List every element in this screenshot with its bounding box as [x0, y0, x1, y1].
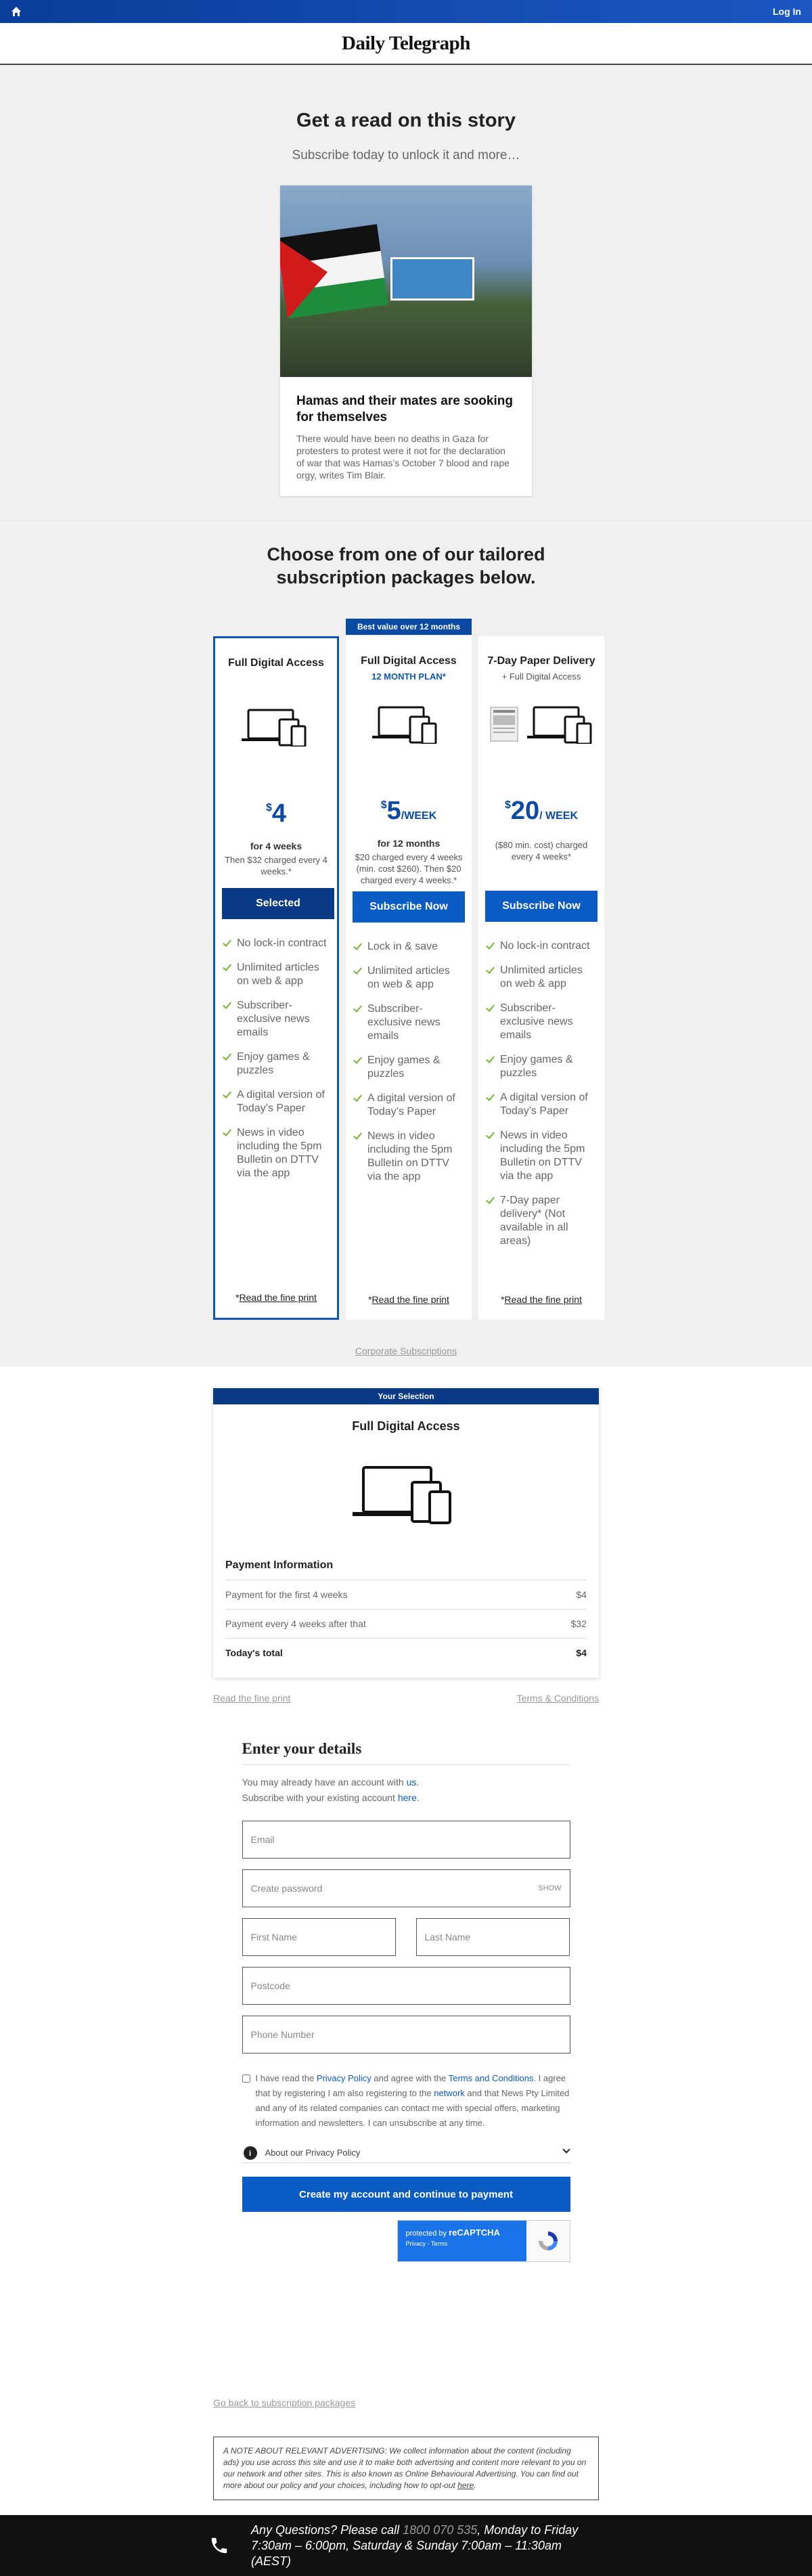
- create-account-button[interactable]: Create my account and continue to payment: [242, 2177, 570, 2212]
- feature-item: Unlimited articles on web & app: [223, 961, 329, 988]
- feature-list: [354, 940, 464, 1184]
- fine-print-link[interactable]: Read the fine print: [213, 1693, 291, 1704]
- fine-print-link[interactable]: *Read the fine print: [368, 1294, 449, 1305]
- feature-item: Enjoy games & puzzles: [354, 1054, 464, 1081]
- feature-item: News in video including the 5pm Bulletin on DTTV via the app: [354, 1130, 464, 1184]
- plan-note: + Full Digital Access: [501, 671, 581, 682]
- feature-item: Subscriber-exclusive news emails: [354, 1002, 464, 1043]
- about-privacy-toggle[interactable]: i About our Privacy Policy: [242, 2143, 570, 2163]
- us-link[interactable]: us: [406, 1777, 417, 1787]
- devices-icon: [213, 1461, 599, 1542]
- feature-item: No lock-in contract: [487, 939, 596, 953]
- plan-term: for 12 months: [377, 838, 441, 849]
- feature-item: Unlimited articles on web & app: [487, 964, 596, 991]
- plan-detail: $20 charged every 4 weeks (min. cost $260). Then $20 charged every 4 weeks.*: [355, 852, 463, 885]
- plan-price: $5/WEEK: [380, 797, 437, 825]
- plan-price: $4: [265, 799, 287, 828]
- advertising-note: A NOTE ABOUT RELEVANT ADVERTISING: We collect information about the content (including ads) you use across this site and use it to make both advertising and content more relevant to you on our network and other sites. This is also known as Online Behavioural Advertising. You can find out more about our policy and your choices, including how to opt-out here.: [213, 2437, 599, 2500]
- login-link[interactable]: Log In: [773, 6, 801, 17]
- phone-icon: [209, 2535, 229, 2556]
- devices-icon: [346, 703, 472, 771]
- plan-card-12-month[interactable]: [346, 636, 472, 1320]
- feature-item: Unlimited articles on web & app: [354, 964, 464, 992]
- feature-item: A digital version of Today’s Paper: [487, 1091, 596, 1118]
- subscribe-now-button[interactable]: Subscribe Now: [485, 891, 597, 922]
- phone-field[interactable]: Phone Number: [242, 2016, 570, 2053]
- terms-link[interactable]: Terms and Conditions: [448, 2073, 534, 2083]
- paper-and-devices-icon: [478, 703, 604, 771]
- terms-conditions-link[interactable]: Terms & Conditions: [516, 1693, 599, 1704]
- feature-item: 7-Day paper delivery* (Not available in all areas): [487, 1194, 596, 1248]
- story-title: Hamas and their mates are sooking for themselves: [296, 394, 513, 424]
- recaptcha-icon: [536, 2229, 560, 2253]
- plan-detail: ($80 min. cost) charged every 4 weeks*: [495, 840, 588, 862]
- fine-print-link[interactable]: *Read the fine print: [501, 1294, 582, 1305]
- fine-print-link[interactable]: *Read the fine print: [235, 1292, 317, 1303]
- last-name-field[interactable]: Last Name: [416, 1918, 570, 1956]
- plan-note: 12 MONTH PLAN*: [371, 671, 446, 682]
- feature-item: Subscriber-exclusive news emails: [223, 999, 329, 1040]
- consent-checkbox[interactable]: [242, 2074, 250, 2083]
- page-title: Get a read on this story: [296, 110, 516, 131]
- feature-item: Enjoy games & puzzles: [223, 1050, 329, 1078]
- feature-item: News in video including the 5pm Bulletin on DTTV via the app: [487, 1129, 596, 1183]
- payment-info-heading: Payment Information: [225, 1559, 587, 1580]
- best-value-badge: Best value over 12 months: [346, 619, 472, 635]
- subscribe-now-button[interactable]: Subscribe Now: [353, 891, 465, 923]
- first-name-field[interactable]: First Name: [242, 1918, 396, 1956]
- top-bar: [0, 0, 812, 23]
- devices-icon: [215, 706, 337, 774]
- plan-name: 7-Day Paper Delivery: [487, 655, 595, 667]
- recaptcha-badge[interactable]: protected by reCAPTCHA Privacy - Terms: [397, 2220, 570, 2262]
- plan-card-4-weeks[interactable]: [213, 636, 339, 1320]
- back-to-packages-link[interactable]: Go back to subscription packages: [213, 2397, 356, 2408]
- flag-graphic: [280, 224, 388, 319]
- opt-out-link[interactable]: here: [457, 2481, 474, 2490]
- story-description: There would have been no deaths in Gaza for protesters to protest were it not for the declaration of war that was Hamas’s October 7 blood and rape orgy, writes Tim Blair.: [296, 433, 510, 481]
- network-link[interactable]: network: [434, 2088, 465, 2098]
- plan-term: for 4 weeks: [250, 841, 302, 851]
- form-heading: Enter your details: [242, 1740, 570, 1765]
- feature-list: [223, 937, 329, 1180]
- page-subtitle: Subscribe today to unlock it and more…: [292, 148, 520, 162]
- plan-name: Full Digital Access: [361, 655, 457, 667]
- footer: [0, 2515, 812, 2576]
- email-field[interactable]: Email: [242, 1821, 570, 1859]
- plan-detail: Then $32 charged every 4 weeks.*: [225, 855, 328, 876]
- feature-item: Lock in & save: [354, 940, 464, 954]
- payment-row: Payment every 4 weeks after that $32: [225, 1609, 587, 1639]
- plans-heading: Choose from one of our tailored subscription packages below.: [267, 544, 545, 587]
- plan-card-paper-delivery[interactable]: [478, 636, 604, 1320]
- home-icon[interactable]: [11, 6, 22, 17]
- feature-item: Subscriber-exclusive news emails: [487, 1002, 596, 1042]
- plan-price: $20/ WEEK: [504, 797, 579, 825]
- your-selection-panel: [213, 1388, 599, 1678]
- password-field[interactable]: Create password SHOW: [242, 1869, 570, 1907]
- chevron-down-icon: [562, 2146, 570, 2153]
- privacy-policy-link[interactable]: Privacy Policy: [316, 2073, 371, 2083]
- selected-button[interactable]: Selected: [222, 888, 334, 919]
- masthead: [0, 23, 812, 65]
- site-logo[interactable]: Daily Telegraph: [342, 32, 470, 54]
- plan-name: Full Digital Access: [228, 657, 324, 669]
- phone-number-link[interactable]: 1800 070 535: [403, 2523, 478, 2537]
- contact-text: Any Questions? Please call 1800 070 535, Monday to Friday 7:30am – 6:00pm, Saturday & Sunday 7:00am – 11:30am (AEST): [251, 2523, 579, 2568]
- info-icon: i: [244, 2146, 257, 2160]
- consent-block: I have read the Privacy Policy and agree with the Terms and Conditions. I agree that by registering I am also registering to the network and that News Pty Limited and any of its related companies can contact me with special offers, marketing information and newsletters. I can unsubscribe at any time.: [242, 2071, 570, 2131]
- corporate-subscriptions-link[interactable]: Corporate Subscriptions: [355, 1346, 457, 1356]
- feature-item: A digital version of Today’s Paper: [223, 1088, 329, 1115]
- feature-item: A digital version of Today’s Paper: [354, 1092, 464, 1119]
- story-photo: [280, 185, 532, 377]
- payment-row: Payment for the first 4 weeks $4: [225, 1580, 587, 1609]
- feature-item: News in video including the 5pm Bulletin on DTTV via the app: [223, 1126, 329, 1180]
- selection-header: Your Selection: [213, 1388, 599, 1404]
- story-teaser: [0, 65, 812, 520]
- feature-list: [487, 939, 596, 1248]
- here-link[interactable]: here: [397, 1792, 417, 1803]
- feature-item: No lock-in contract: [223, 937, 329, 950]
- existing-account-text: You may already have an account with us. Subscribe with your existing account here.: [242, 1777, 420, 1803]
- selection-title: Full Digital Access: [352, 1419, 460, 1433]
- details-form: [242, 1740, 570, 2262]
- show-password-toggle[interactable]: SHOW: [538, 1884, 562, 1892]
- plans-grid: [213, 622, 599, 1320]
- payment-total: Today's total $4: [225, 1647, 587, 1658]
- story-card: [280, 185, 532, 496]
- plans-section: [0, 520, 812, 1367]
- protest-sign: [390, 257, 474, 301]
- postcode-field[interactable]: Postcode: [242, 1967, 570, 2005]
- feature-item: Enjoy games & puzzles: [487, 1053, 596, 1080]
